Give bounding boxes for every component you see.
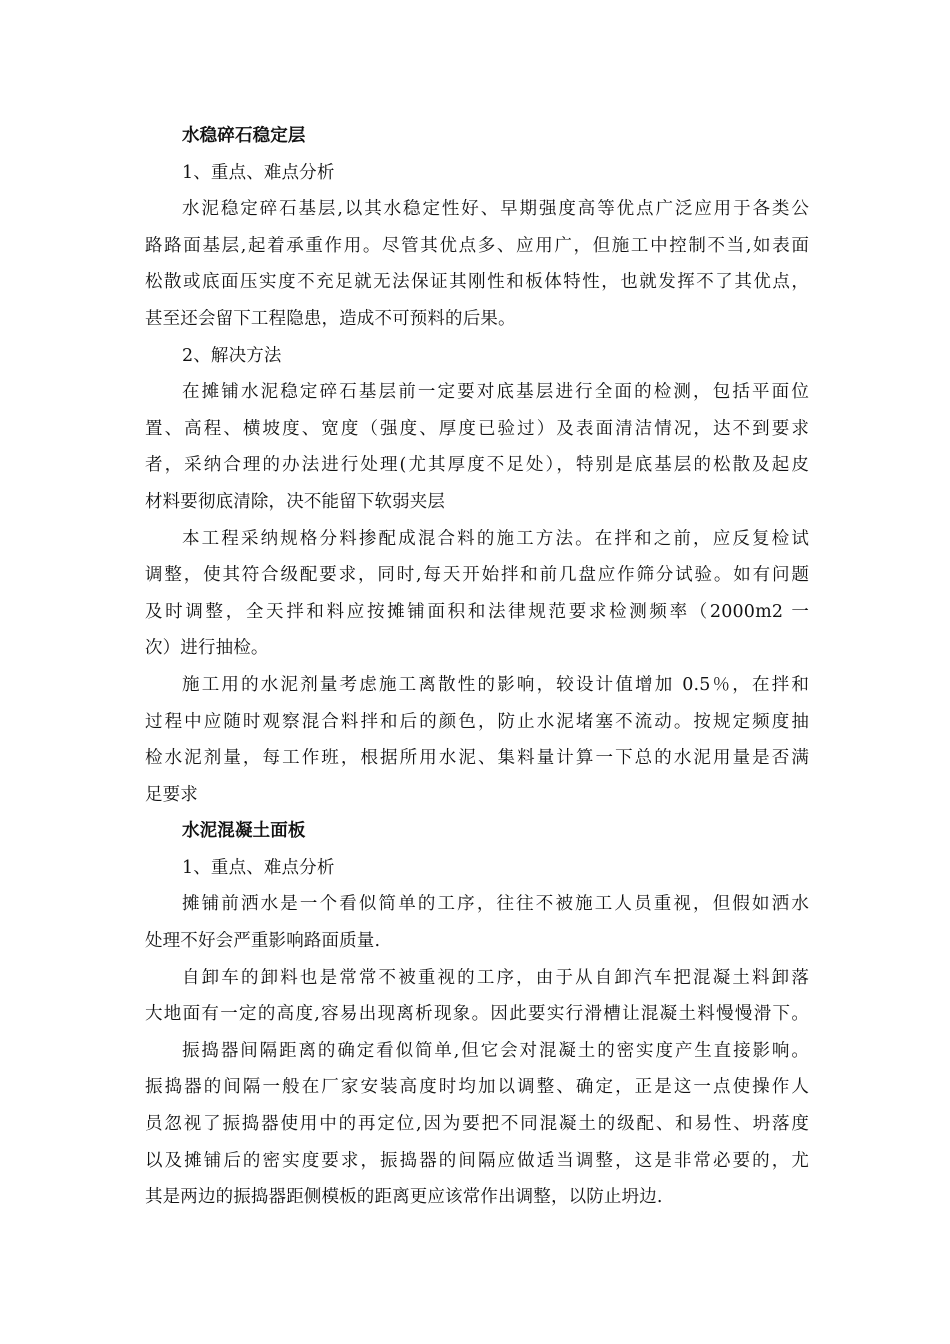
paragraph-line: 员忽视了振捣器使用中的再定位,因为要把不同混凝土的级配、和易性、坍落度 — [145, 1114, 809, 1135]
paragraph-line: 过程中应随时观察混合料拌和后的颜色，防止水泥堵塞不流动。按规定频度抽 — [145, 711, 809, 732]
paragraph-line: 材料要彻底清除，决不能留下软弱夹层 — [145, 491, 446, 512]
section-title: 水泥混凝土面板 — [182, 821, 306, 842]
paragraph-line: 施工用的水泥剂量考虑施工离散性的影响，较设计值增加 0.5％，在拌和 — [182, 674, 809, 695]
subheading: 1、重点、难点分析 — [182, 857, 335, 878]
paragraph — [145, 191, 809, 337]
paragraph — [145, 667, 809, 813]
document-body — [145, 118, 809, 1216]
paragraph-line: 在摊铺水泥稳定碎石基层前一定要对底基层进行全面的检测，包括平面位 — [182, 382, 809, 403]
paragraph-line: 本工程采纳规格分料掺配成混合料的施工方法。在拌和之前，应反复检试 — [182, 528, 809, 549]
paragraph-line: 调整，使其符合级配要求，同时,每天开始拌和前几盘应作筛分试验。如有问题 — [145, 565, 809, 586]
paragraph-line: 次）进行抽检。 — [145, 638, 269, 659]
paragraph-line: 置、高程、横坡度、宽度（强度、厚度已验过）及表面清洁情况，达不到要求 — [145, 418, 809, 439]
paragraph-line: 自卸车的卸料也是常常不被重视的工序，由于从自卸汽车把混凝土料卸落 — [182, 967, 809, 988]
section-title: 水稳碎石稳定层 — [182, 126, 306, 146]
paragraph-line: 以及摊铺后的密实度要求，振捣器的间隔应做适当调整，这是非常必要的，尤 — [145, 1150, 809, 1171]
paragraph — [145, 1033, 809, 1216]
paragraph-line: 振捣器的间隔一般在厂家安装高度时均加以调整、确定，正是这一点使操作人 — [145, 1077, 809, 1098]
paragraph-line: 路路面基层,起着承重作用。尽管其优点多、应用广，但施工中控制不当,如表面 — [145, 235, 809, 256]
section-cement-stabilized-gravel — [145, 118, 809, 813]
paragraph — [145, 886, 809, 959]
paragraph-line: 松散或底面压实度不充足就无法保证其刚性和板体特性，也就发挥不了其优点， — [145, 272, 809, 293]
paragraph-line: 足要求 — [145, 784, 198, 805]
subheading: 2、解决方法 — [182, 345, 282, 366]
paragraph-line: 检水泥剂量，每工作班，根据所用水泥、集料量计算一下总的水泥用量是否满 — [145, 748, 809, 769]
paragraph — [145, 374, 809, 520]
subheading: 1、重点、难点分析 — [182, 162, 335, 183]
paragraph-line: 其是两边的振捣器距侧模板的距离更应该常作出调整，以防止坍边. — [145, 1187, 663, 1208]
paragraph-line: 者，采纳合理的办法进行处理(尤其厚度不足处），特别是底基层的松散及起皮 — [145, 455, 809, 476]
section-concrete-slab — [145, 813, 809, 1216]
paragraph-line: 处理不好会严重影响路面质量. — [145, 931, 381, 952]
paragraph-line: 甚至还会留下工程隐患，造成不可预料的后果。 — [145, 308, 516, 329]
paragraph-line: 大地面有一定的高度,容易出现离析现象。因此要实行滑槽让混凝土料慢慢滑下。 — [145, 1004, 809, 1025]
paragraph-line: 水泥稳定碎石基层,以其水稳定性好、早期强度高等优点广泛应用于各类公 — [182, 199, 809, 220]
paragraph-line: 摊铺前洒水是一个看似简单的工序，往往不被施工人员重视，但假如洒水 — [182, 894, 809, 915]
paragraph — [145, 960, 809, 1033]
paragraph-line: 及时调整，全天拌和料应按摊铺面积和法律规范要求检测频率（2000m2 一 — [145, 601, 809, 622]
paragraph-line: 振捣器间隔距离的确定看似简单,但它会对混凝土的密实度产生直接影响。 — [182, 1040, 809, 1061]
paragraph — [145, 521, 809, 667]
